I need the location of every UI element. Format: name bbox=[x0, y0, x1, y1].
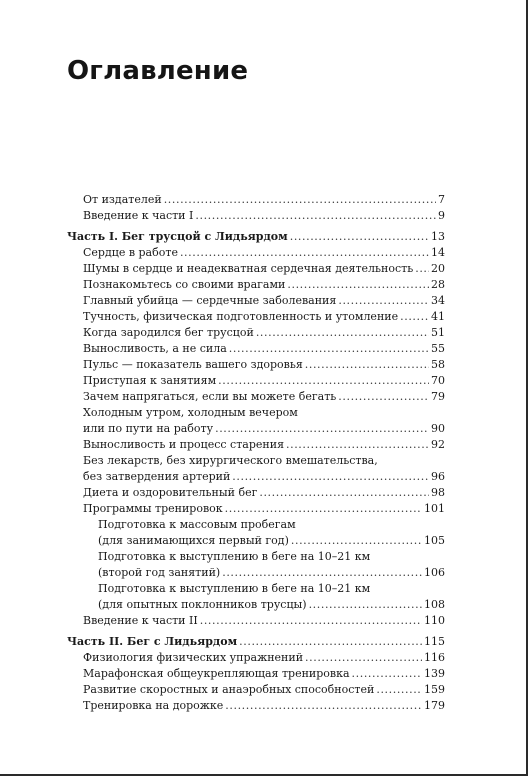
toc-subentry bbox=[98, 533, 445, 549]
toc-entry-page: 7 bbox=[438, 193, 445, 206]
toc-entry-title: Сердце в работе bbox=[83, 246, 178, 259]
toc-entry-page: 96 bbox=[431, 470, 445, 483]
dot-leader bbox=[225, 501, 422, 517]
toc-entry bbox=[83, 698, 445, 714]
toc-entry-title: Часть I. Бег трусцой с Лидьярдом bbox=[67, 230, 288, 243]
dot-leader bbox=[225, 698, 422, 714]
toc-entry bbox=[83, 245, 445, 261]
toc-entry-page: 79 bbox=[431, 390, 445, 403]
dot-leader bbox=[200, 613, 422, 629]
dot-leader bbox=[309, 597, 422, 613]
toc-entry-page: 14 bbox=[431, 246, 445, 259]
toc-entry-title: Тренировка на дорожке bbox=[83, 699, 224, 712]
toc-entry-title: Программы тренировок bbox=[83, 502, 223, 515]
toc-entry-title: Развитие скоростных и анаэробных способностей bbox=[83, 683, 375, 696]
toc-entry-page: 115 bbox=[424, 635, 445, 648]
toc-entry bbox=[83, 613, 445, 629]
dot-leader bbox=[305, 357, 429, 373]
dot-leader bbox=[400, 309, 429, 325]
toc-part-heading bbox=[67, 634, 445, 650]
dot-leader bbox=[180, 245, 429, 261]
toc-entry-page: 58 bbox=[431, 358, 445, 371]
toc-entry bbox=[83, 650, 445, 666]
toc-entry bbox=[83, 437, 445, 453]
toc-entry bbox=[83, 485, 445, 501]
toc-subentry bbox=[98, 565, 445, 581]
toc-entry bbox=[83, 501, 445, 517]
toc-entry bbox=[83, 373, 445, 389]
dot-leader bbox=[286, 437, 429, 453]
dot-leader bbox=[338, 293, 429, 309]
toc-entry-page: 34 bbox=[431, 294, 445, 307]
dot-leader bbox=[352, 666, 422, 682]
toc-part-heading bbox=[67, 229, 445, 245]
toc-entry-page: 20 bbox=[431, 262, 445, 275]
toc-entry-title: (для занимающихся первый год) bbox=[98, 534, 289, 547]
toc-entry-title: Подготовка к выступлению в беге на 10–21 км bbox=[98, 582, 371, 595]
dot-leader bbox=[305, 650, 422, 666]
toc-entry-title: Подготовка к выступлению в беге на 10–21 км bbox=[98, 550, 371, 563]
toc-entry-title: Пульс — показатель вашего здоровья bbox=[83, 358, 303, 371]
toc-entry-page: 90 bbox=[431, 422, 445, 435]
toc-entry bbox=[83, 682, 445, 698]
dot-leader bbox=[195, 208, 436, 224]
toc-entry-page: 106 bbox=[424, 566, 445, 579]
dot-leader bbox=[291, 533, 422, 549]
dot-leader bbox=[229, 341, 429, 357]
toc-entry-title: От издателей bbox=[83, 193, 162, 206]
toc-entry-title: Приступая к занятиям bbox=[83, 374, 217, 387]
toc-entry bbox=[83, 389, 445, 405]
toc-entry bbox=[83, 261, 445, 277]
toc-entry-title: Зачем напрягаться, если вы можете бегать bbox=[83, 390, 337, 403]
toc-entry-title: Марафонская общеукрепляющая тренировка bbox=[83, 667, 350, 680]
toc-entry-page: 108 bbox=[424, 598, 445, 611]
dot-leader bbox=[164, 192, 436, 208]
toc-entry-page: 101 bbox=[424, 502, 445, 515]
toc-entry-page: 51 bbox=[431, 326, 445, 339]
toc-entry-page: 28 bbox=[431, 278, 445, 291]
toc-entry bbox=[83, 277, 445, 293]
toc-entry-title: Без лекарств, без хирургического вмешательства, bbox=[83, 454, 378, 467]
toc-entry-title: Холодным утром, холодным вечером bbox=[83, 406, 298, 419]
toc-entry-title: Часть II. Бег с Лидьярдом bbox=[67, 635, 238, 648]
toc-entry-page: 13 bbox=[431, 230, 445, 243]
toc-entry-title: или по пути на работу bbox=[83, 422, 214, 435]
toc-entry-page: 9 bbox=[438, 209, 445, 222]
toc-subentry bbox=[98, 597, 445, 613]
toc-entry bbox=[83, 309, 445, 325]
dot-leader bbox=[239, 634, 422, 650]
toc-entry-line bbox=[83, 453, 378, 469]
dot-leader bbox=[259, 485, 429, 501]
toc-subentry-line bbox=[98, 581, 370, 597]
toc-entry bbox=[83, 192, 445, 208]
toc-entry-title: Когда зародился бег трусцой bbox=[83, 326, 254, 339]
dot-leader bbox=[215, 421, 429, 437]
toc-entry-page: 41 bbox=[431, 310, 445, 323]
toc-entry bbox=[83, 293, 445, 309]
toc-entry-title: Тучность, физическая подготовленность и утомление bbox=[83, 310, 399, 323]
toc-entry-title: Главный убийца — сердечные заболевания bbox=[83, 294, 337, 307]
toc-entry-title: Диета и оздоровительный бег bbox=[83, 486, 258, 499]
toc-entry-title: Введение к части II bbox=[83, 614, 198, 627]
toc-entry bbox=[83, 666, 445, 682]
toc-entry-title: (второй год занятий) bbox=[98, 566, 221, 579]
toc-entry-page: 55 bbox=[431, 342, 445, 355]
toc-entry bbox=[83, 341, 445, 357]
toc-entry-page: 110 bbox=[424, 614, 445, 627]
toc-entry bbox=[83, 357, 445, 373]
toc-entry-line bbox=[83, 405, 298, 421]
dot-leader bbox=[222, 565, 422, 581]
toc-entry-page: 98 bbox=[431, 486, 445, 499]
toc-entry bbox=[83, 208, 445, 224]
dot-leader bbox=[376, 682, 422, 698]
dot-leader bbox=[256, 325, 429, 341]
toc-subentry-line bbox=[98, 549, 370, 565]
toc-entry-title: Познакомьтесь со своими врагами bbox=[83, 278, 286, 291]
toc-entry-page: 105 bbox=[424, 534, 445, 547]
dot-leader bbox=[218, 373, 429, 389]
dot-leader bbox=[287, 277, 429, 293]
toc-entry-title: Подготовка к массовым пробегам bbox=[98, 518, 296, 531]
toc-entry-title: (для опытных поклонников трусцы) bbox=[98, 598, 307, 611]
dot-leader bbox=[290, 229, 429, 245]
dot-leader bbox=[232, 469, 429, 485]
toc-entry-title: Выносливость и процесс старения bbox=[83, 438, 285, 451]
toc-entry-page: 159 bbox=[424, 683, 445, 696]
toc-entry-page: 116 bbox=[424, 651, 445, 664]
toc-entry-title: без затвердения артерий bbox=[83, 470, 231, 483]
toc-entry bbox=[83, 421, 445, 437]
toc-entry bbox=[83, 469, 445, 485]
dot-leader bbox=[338, 389, 429, 405]
dot-leader bbox=[415, 261, 429, 277]
toc-entry-page: 92 bbox=[431, 438, 445, 451]
toc-entry-title: Физиология физических упражнений bbox=[83, 651, 304, 664]
toc-entry-page: 139 bbox=[424, 667, 445, 680]
toc-entry-title: Выносливость, а не сила bbox=[83, 342, 227, 355]
page-title: Оглавление bbox=[67, 56, 249, 86]
toc-entry-page: 179 bbox=[424, 699, 445, 712]
toc-entry-title: Шумы в сердце и неадекватная сердечная деятельность bbox=[83, 262, 414, 275]
toc-subentry-line bbox=[98, 517, 296, 533]
toc-entry bbox=[83, 325, 445, 341]
toc-entry-title: Введение к части I bbox=[83, 209, 194, 222]
toc-entry-page: 70 bbox=[431, 374, 445, 387]
